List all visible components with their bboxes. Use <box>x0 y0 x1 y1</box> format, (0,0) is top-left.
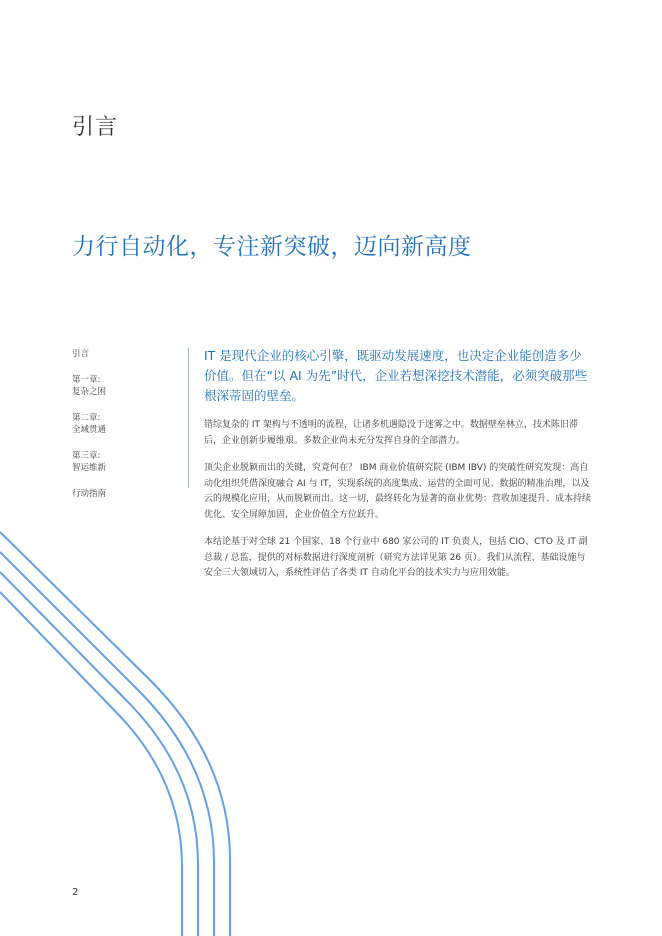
chapter-navigation <box>72 348 182 514</box>
body-paragraph: 错综复杂的 IT 架构与不透明的流程，让诸多机遇隐没于迷雾之中。数据壁垒林立，技术陈旧滞后，企业创新步履维艰。多数企业尚未充分发挥自身的全部潜力。 <box>204 420 578 446</box>
toc-item-chapter-title: 复杂之困 <box>72 387 107 397</box>
toc-item-chapter-3[interactable] <box>72 450 182 474</box>
lead-paragraph: IT 是现代企业的核心引擎，既驱动发展速度，也决定企业能创造多少价值。但在“以 AI 为先”时代，企业若想深挖技术潜能，必须突破那些根深蒂固的壁垒。 <box>204 348 588 403</box>
toc-item-chapter-title: 智运维新 <box>72 463 107 473</box>
toc-item-label: 引言 <box>72 349 90 359</box>
toc-item-chapter-number: 第一章: <box>72 375 101 385</box>
toc-item-chapter-title: 全域贯通 <box>72 425 107 435</box>
toc-item-action-guide[interactable] <box>72 488 182 500</box>
toc-item-chapter-2[interactable] <box>72 412 182 436</box>
toc-item-label: 行动指南 <box>72 489 107 499</box>
body-paragraph: 顶尖企业脱颖而出的关键，究竟何在？ IBM 商业价值研究院 (IBM IBV) 的突破性研究发现：高自动化组织凭借深度融合 AI 与 IT，实现系统的高度集成、运营的全面可见、数据的精准治理，以及云的规模化应用，从而脱颖而出。这一切，最终转化为显著的商业优势：营收加速提升、成本持续优化、安全屏障加固，企业价值全方位跃升。 <box>204 463 592 520</box>
intro-content <box>204 346 592 594</box>
body-paragraph: 本结论基于对全球 21 个国家、18 个行业中 680 家公司的 IT 负责人，包括 CIO、CTO 及 IT 副总裁 / 总监，提供的对标数据进行深度剖析（研究方法详见第 26 页）。我们从流程、基础设施与安全三大领域切入，系统性评估了各类 IT 自动化平台的技术实力与应用效能。 <box>204 537 588 578</box>
toc-item-chapter-number: 第三章: <box>72 451 101 461</box>
page-number: 2 <box>72 887 79 898</box>
toc-item-intro[interactable] <box>72 348 182 360</box>
vertical-divider <box>188 348 189 488</box>
section-label: 引言 <box>72 115 119 140</box>
toc-item-chapter-number: 第二章: <box>72 413 101 423</box>
page-headline: 力行自动化，专注新突破，迈向新高度 <box>72 234 472 260</box>
toc-item-chapter-1[interactable] <box>72 374 182 398</box>
